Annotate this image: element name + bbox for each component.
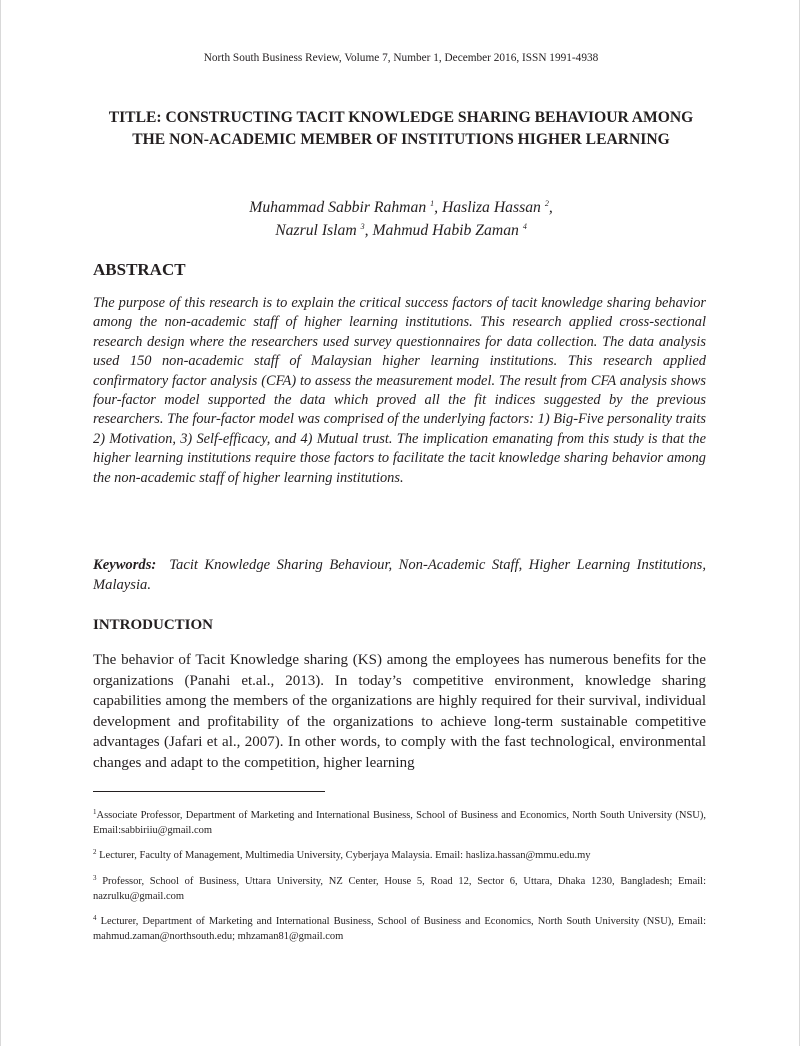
footnote-4 — [93, 914, 706, 944]
footnote-text: Lecturer, Faculty of Management, Multimedia University, Cyberjaya Malaysia. Email: hasliza.hassan@mmu.edu.my — [99, 850, 591, 862]
abstract-heading: ABSTRACT — [93, 260, 186, 279]
abstract-text: The purpose of this research is to explain the critical success factors of tacit knowledge sharing behavior among the non-academic staff of higher learning institutions. This research applied cross-sectional research design where the researchers used survey questionnaires for data collection. The data analysis used 150 non-academic staff of Malaysian higher learning institutions. This research applied confirmatory factor analysis (CFA) to assess the measurement model. The result from CFA analysis shows four-factor model supported the data which proved all the fit indices suggested by the previous researchers. The four-factor model was comprised of the underlying factors: 1) Big-Five personality traits 2) Motivation, 3) Self-efficacy, and 4) Mutual trust. The implication emanating from this study is that the higher learning institutions require those factors to facilitate the tacit knowledge sharing behavior among the non-academic staff of higher learning institutions. — [93, 295, 706, 486]
footnote-divider — [93, 791, 325, 792]
author-separator: , — [434, 199, 442, 216]
footnote-mark: 4 — [93, 914, 97, 923]
author-separator: , — [364, 221, 373, 239]
author-name: Mahmud Habib Zaman — [372, 221, 519, 239]
author-footnote-mark: 4 — [522, 221, 527, 231]
footnotes — [93, 808, 706, 954]
footnote-mark: 2 — [93, 848, 97, 857]
footnote-text: Professor, School of Business, Uttara University, NZ Center, House 5, Road 12, Sector 6, Uttara, Dhaka 1230, Bangladesh; Email: nazrulku@gmail.com — [93, 875, 707, 902]
author-footnote-mark: 2 — [544, 199, 549, 208]
keywords — [93, 556, 706, 595]
introduction-text: The behavior of Tacit Knowledge sharing (KS) among the employees has numerous benefits for the organizations (Panahi et.al., 2013). In today’s competitive environment, knowledge sharing capabilities among the members of the organizations are highly required for their survival, individual development and profitability of the organizations to achieve long-term sustainable competitive advantages (Jafari et al., 2007). In other words, to comply with the fast technological, environmental changes and adapt to the competition, higher learning — [93, 652, 706, 771]
footnote-text: Lecturer, Department of Marketing and International Business, School of Business and Economics, North South University (NSU), Email: mahmud.zaman@northsouth.edu; mhzaman81@gmail.com — [93, 916, 707, 943]
author-footnote-mark: 3 — [360, 221, 365, 231]
author-name: Nazrul Islam — [275, 221, 357, 239]
footnote-mark: 1 — [93, 808, 97, 816]
footnote-1 — [93, 808, 706, 838]
introduction-heading: INTRODUCTION — [93, 617, 214, 633]
author-name: Muhammad Sabbir Rahman — [249, 199, 427, 216]
footnote-mark: 3 — [93, 873, 97, 882]
keywords-label: Keywords: — [93, 557, 157, 573]
running-header: North South Business Review, Volume 7, Number 1, December 2016, ISSN 1991-4938 — [203, 52, 599, 64]
keywords-text: Tacit Knowledge Sharing Behaviour, Non-Academic Staff, Higher Learning Institutions, Malaysia. — [93, 557, 706, 593]
paper-title: TITLE: CONSTRUCTING TACIT KNOWLEDGE SHARING BEHAVIOUR AMONG THE NON-ACADEMIC MEMBER OF INSTITUTIONS HIGHER LEARNING — [108, 109, 694, 148]
author-list — [101, 197, 701, 242]
footnote-3 — [93, 874, 706, 904]
footnote-2 — [93, 848, 706, 863]
author-footnote-mark: 1 — [430, 199, 435, 208]
author-separator: , — [548, 199, 553, 216]
author-name: Hasliza Hassan — [441, 199, 541, 216]
footnote-text: Associate Professor, Department of Marketing and International Business, School of Business and Economics, North South University (NSU), Email:sabbiriiu@gmail.com — [93, 810, 706, 837]
